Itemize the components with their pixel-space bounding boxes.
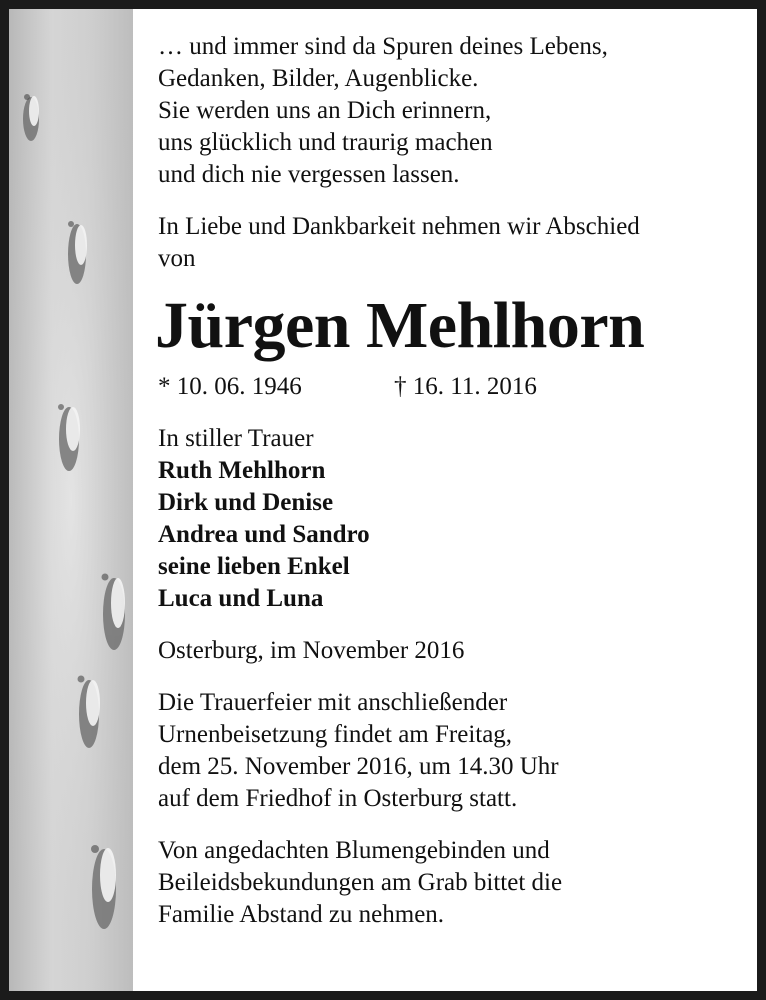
mourner: seine lieben Enkel: [158, 553, 350, 580]
life-dates: [158, 371, 748, 403]
ceremony-line: Urnenbeisetzung findet am Freitag,: [158, 721, 513, 748]
birth-date: * 10. 06. 1946: [158, 373, 302, 400]
mourner: Luca und Luna: [158, 585, 324, 612]
mourner: Ruth Mehlhorn: [158, 457, 326, 484]
poem-line: Sie werden uns an Dich erinnern,: [158, 97, 492, 124]
poem-line: und dich nie vergessen lassen.: [158, 161, 460, 188]
request-line: Beileidsbekundungen am Grab bittet die: [158, 869, 563, 896]
mourning-label: In stiller Trauer: [158, 425, 314, 452]
ceremony-line: auf dem Friedhof in Osterburg statt.: [158, 785, 518, 812]
request-line: Familie Abstand zu nehmen.: [158, 901, 445, 928]
ceremony-line: Die Trauerfeier mit anschließender: [158, 689, 508, 716]
place-date: Osterburg, im November 2016: [158, 637, 465, 664]
poem-line: uns glücklich und traurig machen: [158, 129, 493, 156]
poem: [158, 31, 748, 191]
mourners: [158, 423, 748, 615]
mourner: Dirk und Denise: [158, 489, 334, 516]
ceremony-info: [158, 687, 748, 815]
intro-line: von: [158, 245, 196, 272]
request: [158, 835, 748, 931]
footprints-in-sand-image: [9, 9, 133, 991]
ceremony-line: dem 25. November 2016, um 14.30 Uhr: [158, 753, 559, 780]
intro: [158, 211, 748, 275]
poem-line: Gedanken, Bilder, Augenblicke.: [158, 65, 479, 92]
deceased-name: Jürgen Mehlhorn: [155, 289, 645, 362]
intro-line: In Liebe und Dankbarkeit nehmen wir Abschied: [158, 213, 640, 240]
request-line: Von angedachten Blumengebinden und: [158, 837, 550, 864]
poem-line: … und immer sind da Spuren deines Lebens,: [158, 33, 608, 60]
mourner: Andrea und Sandro: [158, 521, 370, 548]
notice-text: [155, 31, 748, 931]
death-date: † 16. 11. 2016: [394, 373, 537, 400]
